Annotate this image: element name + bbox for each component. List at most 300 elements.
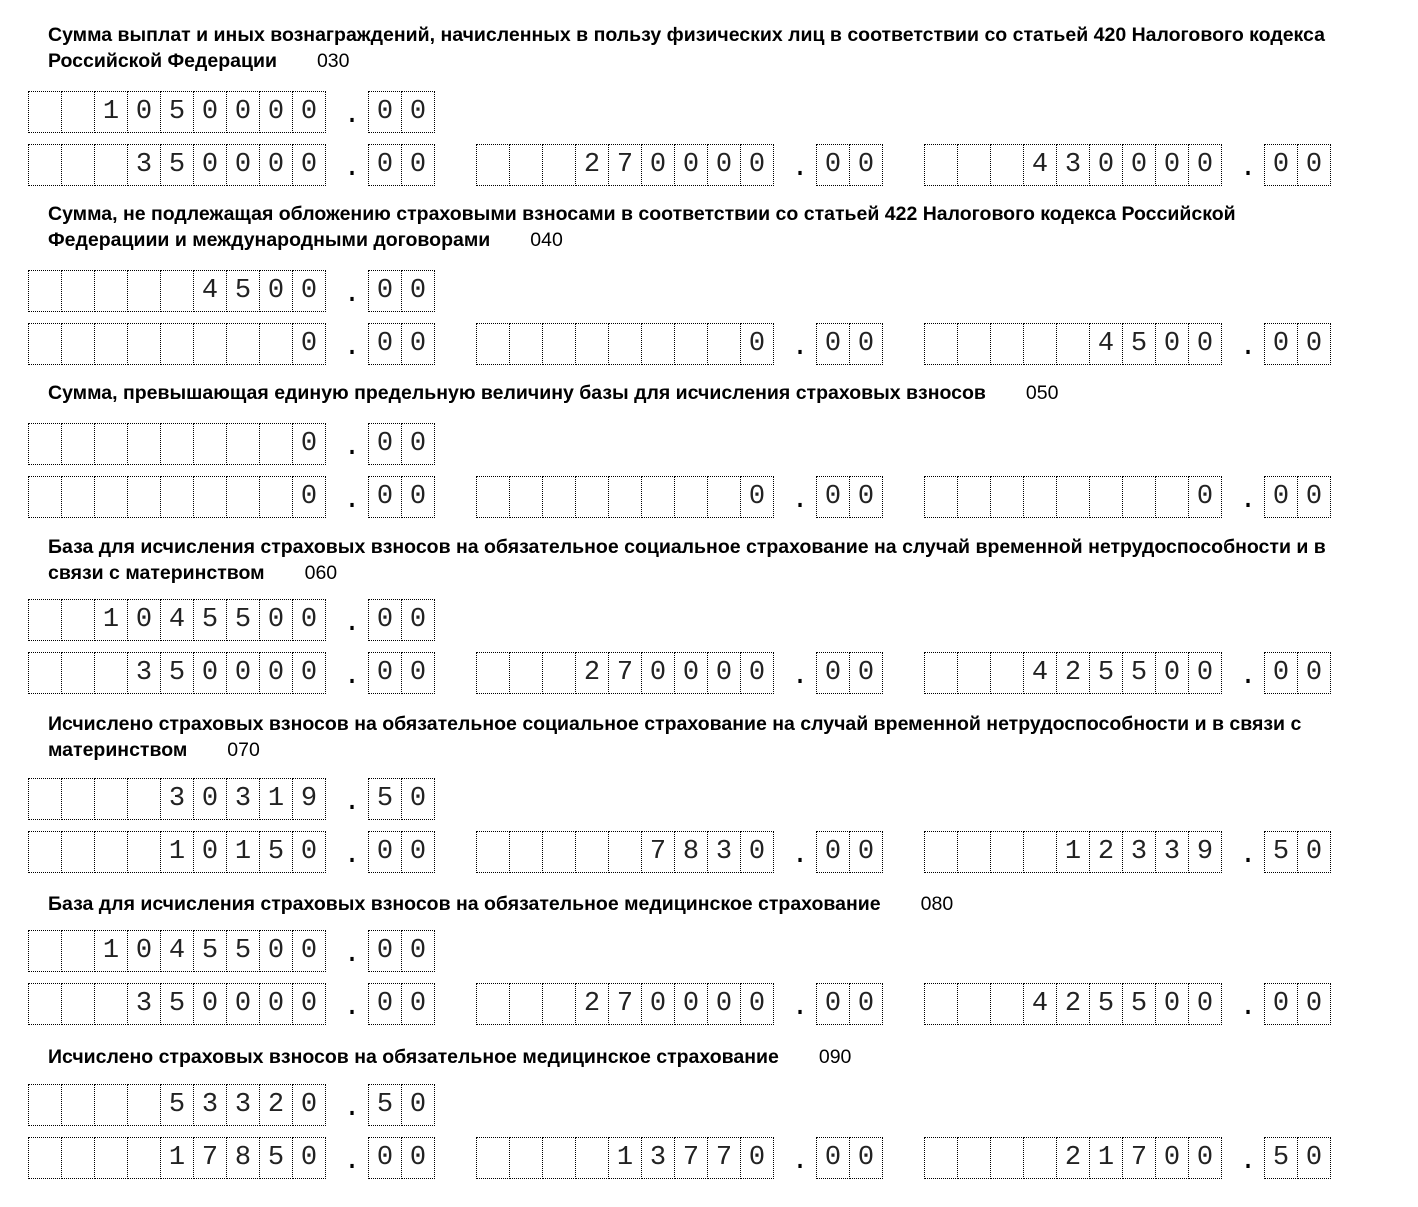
digit-cell: 3 [193,1084,227,1126]
digit-cell [28,270,62,312]
digit-cell [476,983,510,1025]
digit-cell [28,423,62,465]
digit-cell: 7 [674,1137,708,1179]
integer-digit-cells [476,323,773,365]
digit-cell: 0 [401,930,435,972]
digit-cell: 0 [1188,144,1222,186]
digit-cell: 0 [1188,983,1222,1025]
fraction-digit-cells [1264,652,1330,694]
digit-cell: 9 [1188,831,1222,873]
decimal-point: . [1239,992,1257,1023]
digit-cell: 0 [1122,144,1156,186]
line-title: Исчислено страховых взносов на обязательное медицинское страхование 090 [48,1046,852,1068]
digit-cell: 8 [226,1137,260,1179]
integer-digit-cells [924,652,1221,694]
digit-cell: 5 [193,599,227,641]
digit-cell: 0 [1264,983,1298,1025]
digit-cell: 0 [849,652,883,694]
decimal-point: . [343,608,361,639]
digit-cell [1056,476,1090,518]
digit-cell: 2 [1056,1137,1090,1179]
digit-cell: 0 [1297,983,1331,1025]
digit-cell: 0 [1188,323,1222,365]
digit-cell [608,476,642,518]
digit-cell [127,1084,161,1126]
digit-cell: 0 [401,778,435,820]
decimal-point: . [343,279,361,310]
digit-cell: 9 [292,778,326,820]
digit-cell: 5 [1089,983,1123,1025]
digit-cell [674,476,708,518]
digit-cell: 5 [160,91,194,133]
decimal-point: . [791,1146,809,1177]
digit-cell [1023,323,1057,365]
digit-cell: 4 [1023,652,1057,694]
digit-cell: 5 [259,831,293,873]
digit-cell: 0 [1264,476,1298,518]
fraction-digit-cells [368,423,434,465]
digit-cell: 0 [740,831,774,873]
digit-cell [94,270,128,312]
digit-cell [924,323,958,365]
digit-cell: 0 [401,983,435,1025]
integer-digit-cells [28,930,325,972]
digit-cell: 0 [849,983,883,1025]
digit-cell [226,323,260,365]
digit-cell [1056,323,1090,365]
digit-cell [226,476,260,518]
digit-cell: 0 [127,91,161,133]
integer-digit-cells [476,983,773,1025]
digit-cell: 2 [575,983,609,1025]
digit-cell: 0 [849,323,883,365]
digit-cell: 0 [674,144,708,186]
digit-cell: 5 [368,1084,402,1126]
fraction-digit-cells [368,270,434,312]
integer-digit-cells [476,652,773,694]
digit-cell: 7 [1122,1137,1156,1179]
integer-digit-cells [28,270,325,312]
digit-cell: 0 [368,652,402,694]
digit-cell: 0 [641,652,675,694]
digit-cell: 0 [226,144,260,186]
digit-cell: 0 [1297,323,1331,365]
digit-cell: 1 [259,778,293,820]
fraction-digit-cells [1264,983,1330,1025]
digit-cell [94,1084,128,1126]
integer-digit-cells [924,983,1221,1025]
decimal-point: . [343,432,361,463]
digit-cell: 7 [608,144,642,186]
integer-digit-cells [924,323,1221,365]
digit-cell: 0 [368,831,402,873]
digit-cell [61,1084,95,1126]
digit-cell: 0 [226,91,260,133]
digit-cell [28,983,62,1025]
digit-cell: 0 [1089,144,1123,186]
digit-cell: 0 [1297,144,1331,186]
digit-cell [476,831,510,873]
fraction-digit-cells [368,323,434,365]
digit-cell [476,476,510,518]
digit-cell: 0 [849,831,883,873]
digit-cell: 0 [292,91,326,133]
digit-cell: 1 [1056,831,1090,873]
digit-cell [28,831,62,873]
digit-cell: 2 [575,652,609,694]
digit-cell [924,476,958,518]
digit-cell [61,91,95,133]
digit-cell: 2 [259,1084,293,1126]
digit-cell [127,831,161,873]
decimal-point: . [343,485,361,516]
fraction-digit-cells [368,476,434,518]
integer-digit-cells [28,91,325,133]
digit-cell [924,831,958,873]
digit-cell: 0 [401,1137,435,1179]
digit-cell [94,144,128,186]
decimal-point: . [791,485,809,516]
digit-cell: 0 [368,270,402,312]
decimal-point: . [343,840,361,871]
integer-digit-cells [476,476,773,518]
digit-cell: 5 [1122,983,1156,1025]
digit-cell [542,144,576,186]
digit-cell [476,323,510,365]
digit-cell: 0 [1264,652,1298,694]
digit-cell: 0 [127,599,161,641]
digit-cell: 0 [740,476,774,518]
digit-cell: 0 [401,831,435,873]
digit-cell [924,983,958,1025]
fraction-digit-cells [816,1137,882,1179]
fraction-digit-cells [368,1137,434,1179]
digit-cell: 0 [292,1084,326,1126]
fraction-digit-cells [1264,1137,1330,1179]
line-code: 060 [304,562,338,584]
digit-cell [509,144,543,186]
integer-digit-cells [476,144,773,186]
digit-cell: 0 [740,144,774,186]
digit-cell [61,930,95,972]
digit-cell [957,831,991,873]
digit-cell: 0 [193,983,227,1025]
digit-cell [28,1137,62,1179]
fraction-digit-cells [816,652,882,694]
line-code: 040 [530,229,563,251]
fraction-digit-cells [368,144,434,186]
integer-digit-cells [28,983,325,1025]
digit-cell [28,652,62,694]
digit-cell [957,983,991,1025]
digit-cell [127,423,161,465]
digit-cell [226,423,260,465]
digit-cell [1023,831,1057,873]
digit-cell: 0 [849,144,883,186]
digit-cell: 4 [160,599,194,641]
fraction-digit-cells [368,91,434,133]
digit-cell [94,1137,128,1179]
fraction-digit-cells [816,144,882,186]
digit-cell [542,1137,576,1179]
decimal-point: . [1239,1146,1257,1177]
digit-cell: 0 [401,91,435,133]
digit-cell [28,778,62,820]
line-code: 080 [920,893,954,915]
digit-cell [1089,476,1123,518]
digit-cell [94,778,128,820]
integer-digit-cells [28,423,325,465]
fraction-digit-cells [368,831,434,873]
digit-cell: 0 [193,831,227,873]
digit-cell: 0 [674,983,708,1025]
digit-cell: 0 [193,91,227,133]
digit-cell [61,144,95,186]
digit-cell: 0 [401,652,435,694]
digit-cell: 1 [226,831,260,873]
decimal-point: . [343,939,361,970]
digit-cell: 4 [1089,323,1123,365]
decimal-point: . [791,840,809,871]
digit-cell: 0 [292,983,326,1025]
digit-cell: 0 [292,652,326,694]
digit-cell: 7 [707,1137,741,1179]
digit-cell [509,652,543,694]
digit-cell [94,476,128,518]
digit-cell [957,476,991,518]
fraction-digit-cells [816,831,882,873]
integer-digit-cells [28,1137,325,1179]
digit-cell: 0 [740,323,774,365]
digit-cell [1023,476,1057,518]
digit-cell: 0 [401,323,435,365]
digit-cell [957,323,991,365]
digit-cell: 1 [160,1137,194,1179]
fraction-digit-cells [368,1084,434,1126]
digit-cell [575,831,609,873]
integer-digit-cells [924,476,1221,518]
digit-cell [1122,476,1156,518]
digit-cell [28,930,62,972]
digit-cell [160,423,194,465]
digit-cell: 0 [368,599,402,641]
digit-cell [641,323,675,365]
digit-cell: 5 [1122,323,1156,365]
line-code: 050 [1025,382,1059,404]
digit-cell: 3 [226,778,260,820]
digit-cell [542,476,576,518]
digit-cell: 0 [401,144,435,186]
digit-cell [674,323,708,365]
fraction-digit-cells [1264,476,1330,518]
integer-digit-cells [28,476,325,518]
digit-cell [542,831,576,873]
digit-cell: 0 [641,144,675,186]
decimal-point: . [1239,661,1257,692]
digit-cell [28,1084,62,1126]
digit-cell [509,323,543,365]
digit-cell [608,831,642,873]
digit-cell: 3 [1056,144,1090,186]
digit-cell: 5 [1264,1137,1298,1179]
digit-cell: 0 [193,144,227,186]
digit-cell: 0 [1297,476,1331,518]
fraction-digit-cells [816,983,882,1025]
line-title: Сумма выплат и иных вознаграждений, начисленных в пользу физических лиц в соответствии со статьей 420 Налогового кодекса Российской Федерации 030 [48,24,1325,72]
digit-cell: 5 [259,1137,293,1179]
digit-cell: 2 [1089,831,1123,873]
digit-cell [509,983,543,1025]
fraction-digit-cells [816,323,882,365]
digit-cell: 0 [259,270,293,312]
digit-cell [924,144,958,186]
digit-cell: 0 [292,831,326,873]
digit-cell: 5 [193,930,227,972]
fraction-digit-cells [1264,323,1330,365]
digit-cell [28,91,62,133]
digit-cell: 5 [160,652,194,694]
digit-cell: 3 [707,831,741,873]
digit-cell: 3 [127,983,161,1025]
digit-cell [476,652,510,694]
digit-cell [61,778,95,820]
digit-cell [127,778,161,820]
digit-cell: 0 [259,91,293,133]
digit-cell [990,144,1024,186]
decimal-point: . [343,332,361,363]
digit-cell [61,652,95,694]
digit-cell [957,144,991,186]
decimal-point: . [343,661,361,692]
decimal-point: . [343,100,361,131]
digit-cell: 3 [1155,831,1189,873]
digit-cell: 0 [259,652,293,694]
digit-cell: 3 [127,144,161,186]
digit-cell: 0 [1155,1137,1189,1179]
decimal-point: . [791,992,809,1023]
digit-cell: 2 [1056,652,1090,694]
digit-cell [990,476,1024,518]
digit-cell: 0 [226,983,260,1025]
digit-cell [259,476,293,518]
fraction-digit-cells [368,652,434,694]
fraction-digit-cells [368,599,434,641]
fraction-digit-cells [368,778,434,820]
integer-digit-cells [924,1137,1221,1179]
digit-cell: 0 [849,1137,883,1179]
digit-cell: 0 [1188,476,1222,518]
digit-cell: 4 [160,930,194,972]
digit-cell: 3 [641,1137,675,1179]
digit-cell [924,652,958,694]
digit-cell [160,270,194,312]
digit-cell [476,1137,510,1179]
integer-digit-cells [28,778,325,820]
digit-cell: 5 [226,930,260,972]
line-title: База для исчисления страховых взносов на обязательное социальное страхование на случай временной нетрудоспособности и в связи с материнством 060 [48,536,1326,584]
digit-cell: 0 [707,144,741,186]
digit-cell: 0 [127,930,161,972]
digit-cell: 5 [160,983,194,1025]
digit-cell: 0 [226,652,260,694]
line-title: Сумма, превышающая единую предельную величину базы для исчисления страховых взносов 050 [48,382,1059,404]
decimal-point: . [343,1146,361,1177]
digit-cell [61,983,95,1025]
integer-digit-cells [28,599,325,641]
digit-cell: 3 [1122,831,1156,873]
line-title: Исчислено страховых взносов на обязательное социальное страхование на случай временной нетрудоспособности и в связи с материнством 070 [48,713,1302,761]
digit-cell: 0 [707,652,741,694]
digit-cell: 0 [368,983,402,1025]
fraction-digit-cells [1264,144,1330,186]
digit-cell: 7 [193,1137,227,1179]
digit-cell: 0 [401,599,435,641]
digit-cell [990,652,1024,694]
digit-cell: 0 [292,323,326,365]
digit-cell: 5 [160,1084,194,1126]
digit-cell [957,1137,991,1179]
digit-cell: 1 [160,831,194,873]
digit-cell [127,1137,161,1179]
digit-cell: 1 [94,930,128,972]
digit-cell [575,476,609,518]
integer-digit-cells [28,831,325,873]
digit-cell [476,144,510,186]
digit-cell: 0 [1188,652,1222,694]
integer-digit-cells [28,323,325,365]
decimal-point: . [343,992,361,1023]
digit-cell: 0 [1264,323,1298,365]
digit-cell [94,831,128,873]
digit-cell: 5 [368,778,402,820]
digit-cell: 0 [740,652,774,694]
digit-cell [28,323,62,365]
digit-cell: 5 [160,144,194,186]
integer-digit-cells [28,652,325,694]
digit-cell: 0 [740,1137,774,1179]
integer-digit-cells [28,144,325,186]
digit-cell [61,831,95,873]
digit-cell: 0 [1155,144,1189,186]
digit-cell [707,323,741,365]
decimal-point: . [1239,332,1257,363]
digit-cell: 4 [1023,983,1057,1025]
fraction-digit-cells [816,476,882,518]
digit-cell [127,323,161,365]
fraction-digit-cells [1264,831,1330,873]
digit-cell [542,652,576,694]
digit-cell: 0 [368,144,402,186]
decimal-point: . [1239,153,1257,184]
digit-cell: 0 [292,930,326,972]
digit-cell [990,831,1024,873]
integer-digit-cells [924,831,1221,873]
digit-cell: 0 [816,476,850,518]
digit-cell: 0 [292,144,326,186]
digit-cell: 0 [641,983,675,1025]
digit-cell: 3 [226,1084,260,1126]
digit-cell: 1 [94,599,128,641]
digit-cell: 0 [849,476,883,518]
digit-cell [575,1137,609,1179]
decimal-point: . [1239,485,1257,516]
digit-cell: 0 [259,983,293,1025]
digit-cell [1155,476,1189,518]
digit-cell: 0 [816,1137,850,1179]
digit-cell: 0 [368,930,402,972]
digit-cell [542,983,576,1025]
digit-cell: 5 [1264,831,1298,873]
